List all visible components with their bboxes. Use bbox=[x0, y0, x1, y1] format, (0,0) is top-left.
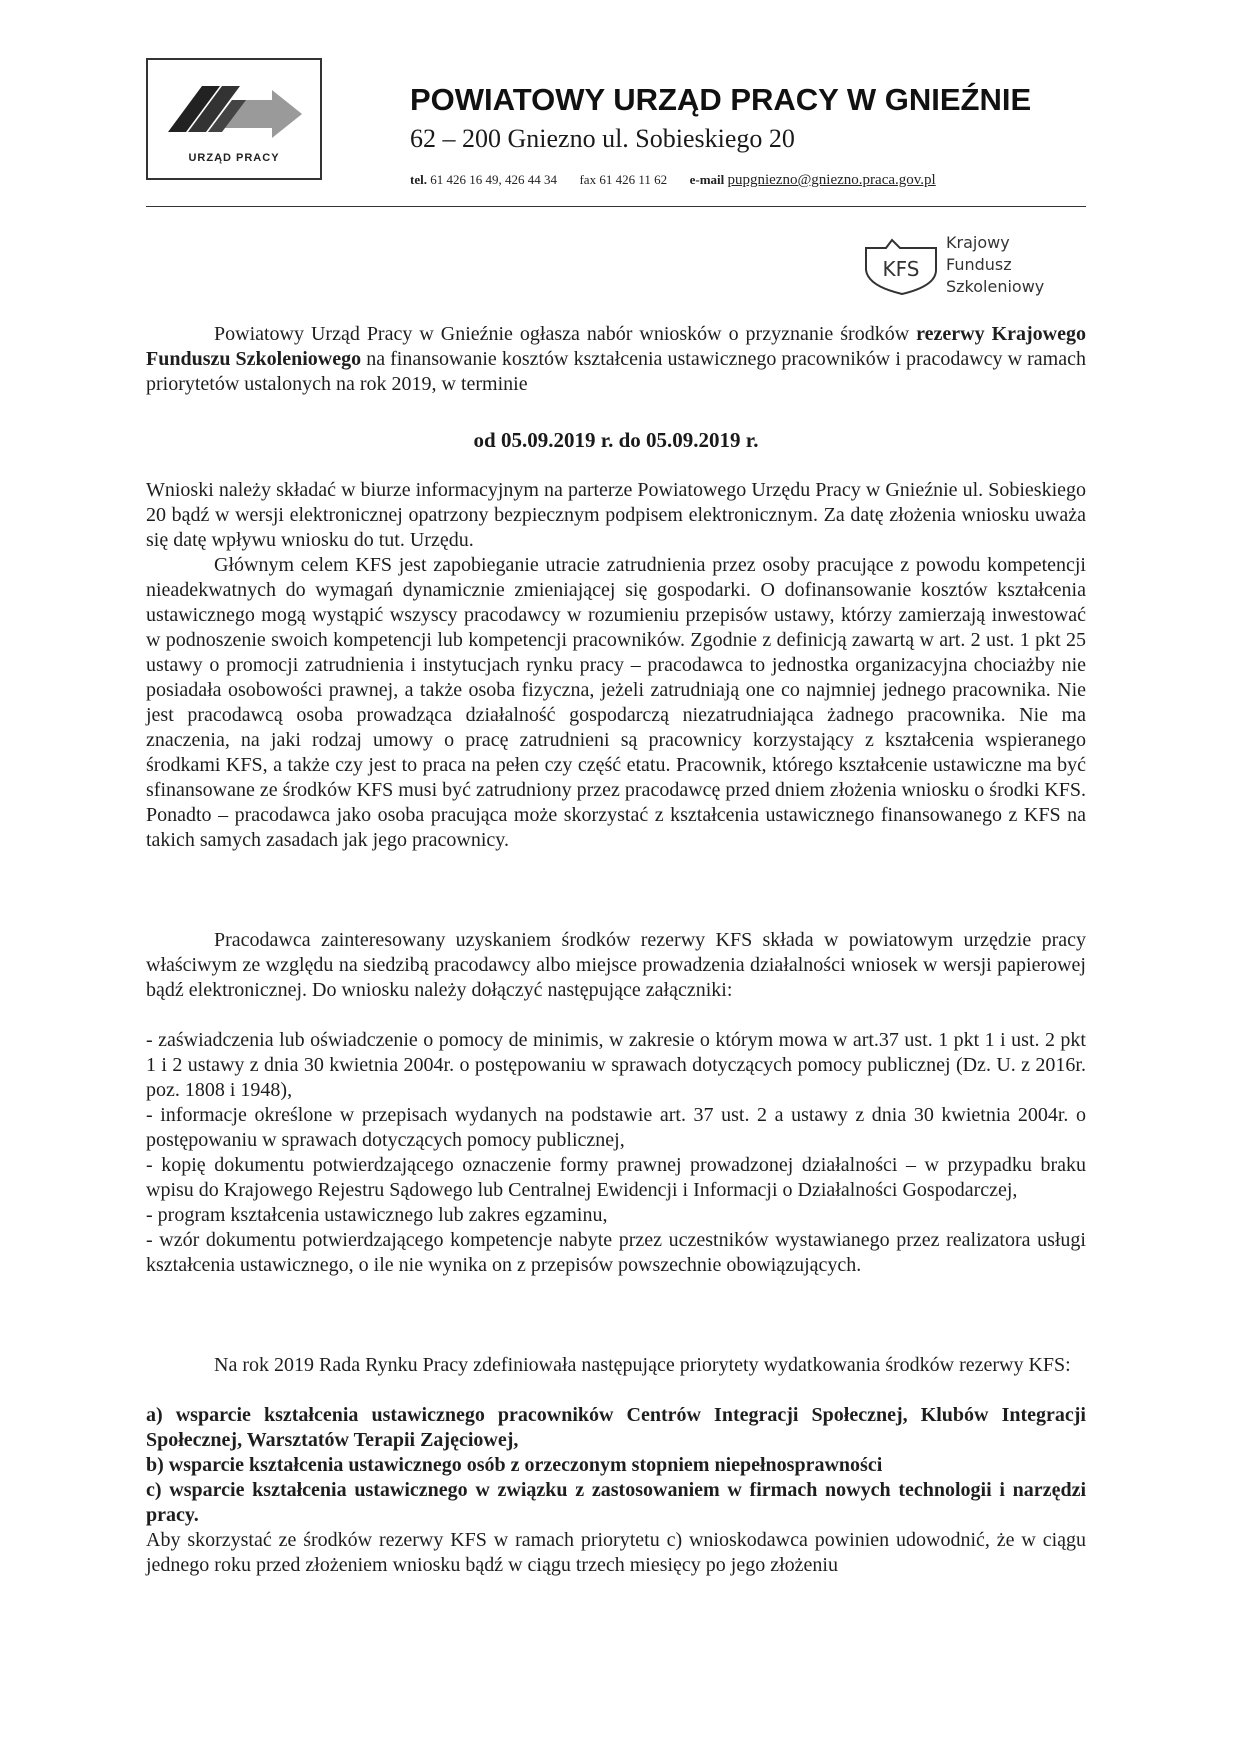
attachment-item: - program kształcenia ustawicznego lub zakres egzaminu, bbox=[146, 1204, 608, 1226]
intro-paragraph bbox=[146, 322, 1086, 397]
intro-text-2: na finansowanie kosztów kształcenia ustawicznego pracowników i pracodawcy w ramach priorytetów ustalonych na rok 2019, w terminie bbox=[146, 348, 1086, 395]
goal-paragraph: Głównym celem KFS jest zapobieganie utracie zatrudnienia przez osoby pracujące z powodu kompetencji nieadekwatnych do wymagań dynamicznie zmieniającej się gospodarki. O dofinansowanie kosztów kształcenia ustawicznego mogą wystąpić wszyscy pracodawcy w rozumieniu przepisów ustawy, którzy zamierzają inwestować w podnoszenie swoich kompetencji lub kompetencji pracowników. Zgodnie z definicją zawartą w art. 2 ust. 1 pkt 25 ustawy o promocji zatrudnienia i instytucjach rynku pracy – pracodawca to jednostka organizacyjna chociażby nie posiadała osobowości prawnej, a także osoba fizyczna, jeżeli zatrudniają one co najmniej jednego pracownika. Nie jest pracodawcą osoba prowadząca działalność gospodarczą niezatrudniająca żadnego pracownika. Nie ma znaczenia, na jaki rodzaj umowy o pracę zatrudnieni są pracownicy korzystający z kształcenia wspieranego środkami KFS, a także czy jest to praca na pełen czy część etatu. Pracownik, którego kształcenie ustawiczne ma być sfinansowane ze środków KFS musi być zatrudniony przez pracodawcę przed dniem złożenia wniosku o środki KFS. Ponadto – pracodawca jako osoba pracująca może skorzystać z kształcenia ustawicznego finansowanego z KFS na takich samych zasadach jak jego pracownicy. bbox=[146, 554, 1086, 851]
kfs-name bbox=[946, 232, 1044, 298]
kfs-line-2: Fundusz bbox=[946, 255, 1012, 274]
attachments-list bbox=[146, 1028, 1086, 1278]
attachment-item: - kopię dokumentu potwierdzającego oznaczenie formy prawnej prowadzonej działalności – w przypadku braku wpisu do Krajowego Rejestru Sądowego lub Centralnej Ewidencji i Informacji o Działalności Gospodarczej, bbox=[146, 1154, 1086, 1201]
intro-text-1: Powiatowy Urząd Pracy w Gnieźnie ogłasza nabór wniosków o przyznanie środków bbox=[214, 323, 917, 345]
fax-value: 61 426 11 62 bbox=[599, 172, 668, 187]
arrow-logo-icon bbox=[162, 80, 310, 152]
organization-address: 62 – 200 Gniezno ul. Sobieskiego 20 bbox=[410, 124, 795, 153]
fax-label: fax bbox=[579, 172, 597, 187]
logo-caption: URZĄD PRACY bbox=[188, 152, 280, 164]
attachment-item: - informacje określone w przepisach wydanych na podstawie art. 37 ust. 2 a ustawy z dnia 30 kwietnia 2004r. o postępowaniu w sprawach dotyczących pomocy publicznej, bbox=[146, 1104, 1086, 1151]
closing-paragraph: Aby skorzystać ze środków rezerwy KFS w ramach priorytetu c) wnioskodawca powinien udowodnić, że w ciągu jednego roku przed złożeniem wniosku bądź w ciągu trzech miesięcy po jego złożeniu bbox=[146, 1529, 1086, 1576]
priority-item: b) wsparcie kształcenia ustawicznego osób z orzeczonym stopniem niepełnosprawności bbox=[146, 1454, 883, 1476]
employer-paragraph: Pracodawca zainteresowany uzyskaniem środków rezerwy KFS składa w powiatowym urzędzie pracy właściwym ze względu na siedzibą pracodawcy albo miejsce prowadzenia działalności wniosek w wersji papierowej bądź elektronicznej. Do wniosku należy dołączyć następujące załączniki: bbox=[146, 929, 1086, 1001]
urzad-pracy-logo bbox=[146, 58, 322, 180]
email-link[interactable]: pupgniezno@gniezno.praca.gov.pl bbox=[727, 172, 936, 188]
kfs-abbr: KFS bbox=[882, 257, 920, 281]
priorities-intro: Na rok 2019 Rada Rynku Pracy zdefiniowała następujące priorytety wydatkowania środków rezerwy KFS: bbox=[214, 1354, 1071, 1376]
kfs-shield-icon bbox=[862, 236, 942, 298]
kfs-logo bbox=[862, 232, 1082, 302]
tel-value: 61 426 16 49, 426 44 34 bbox=[430, 172, 557, 187]
tel-label: tel. bbox=[410, 172, 427, 187]
contact-line bbox=[410, 172, 936, 189]
deadline-dates: od 05.09.2019 r. do 05.09.2019 r. bbox=[473, 428, 759, 452]
priority-item: c) wsparcie kształcenia ustawicznego w związku z zastosowaniem w firmach nowych technologii i narzędzi pracy. bbox=[146, 1479, 1086, 1526]
organization-name: POWIATOWY URZĄD PRACY W GNIEŹNIE bbox=[410, 82, 1032, 117]
header-divider bbox=[146, 206, 1086, 207]
priorities-list bbox=[146, 1403, 1086, 1528]
submission-paragraph: Wnioski należy składać w biurze informacyjnym na parterze Powiatowego Urzędu Pracy w Gnieźnie ul. Sobieskiego 20 bądź w wersji elektronicznej opatrzony bezpiecznym podpisem elektronicznym. Za datę złożenia wniosku uważa się datę wpływu wniosku do tut. Urzędu. bbox=[146, 479, 1086, 551]
kfs-line-3: Szkoleniowy bbox=[946, 277, 1045, 296]
priority-item: a) wsparcie kształcenia ustawicznego pracowników Centrów Integracji Społecznej, Klubów Integracji Społecznej, Warsztatów Terapii Zajęciowej, bbox=[146, 1404, 1086, 1451]
kfs-line-1: Krajowy bbox=[946, 233, 1010, 252]
email-label: e-mail bbox=[689, 172, 725, 187]
attachment-item: - wzór dokumentu potwierdzającego kompetencje nabyte przez uczestników wystawianego przez realizatora usługi kształcenia ustawicznego, o ile nie wynika on z przepisów powszechnie obowiązujących. bbox=[146, 1229, 1086, 1276]
intro-text-bold: rezerwy Krajowego Funduszu Szkoleniowego bbox=[146, 323, 1086, 370]
attachment-item: - zaświadczenia lub oświadczenie o pomocy de minimis, w zakresie o którym mowa w art.37 ust. 1 pkt 1 i ust. 2 pkt 1 i 2 ustawy z dnia 30 kwietnia 2004r. o postępowaniu w sprawach dotyczących pomocy publicznej (Dz. U. z 2016r. poz. 1808 i 1948), bbox=[146, 1029, 1086, 1101]
